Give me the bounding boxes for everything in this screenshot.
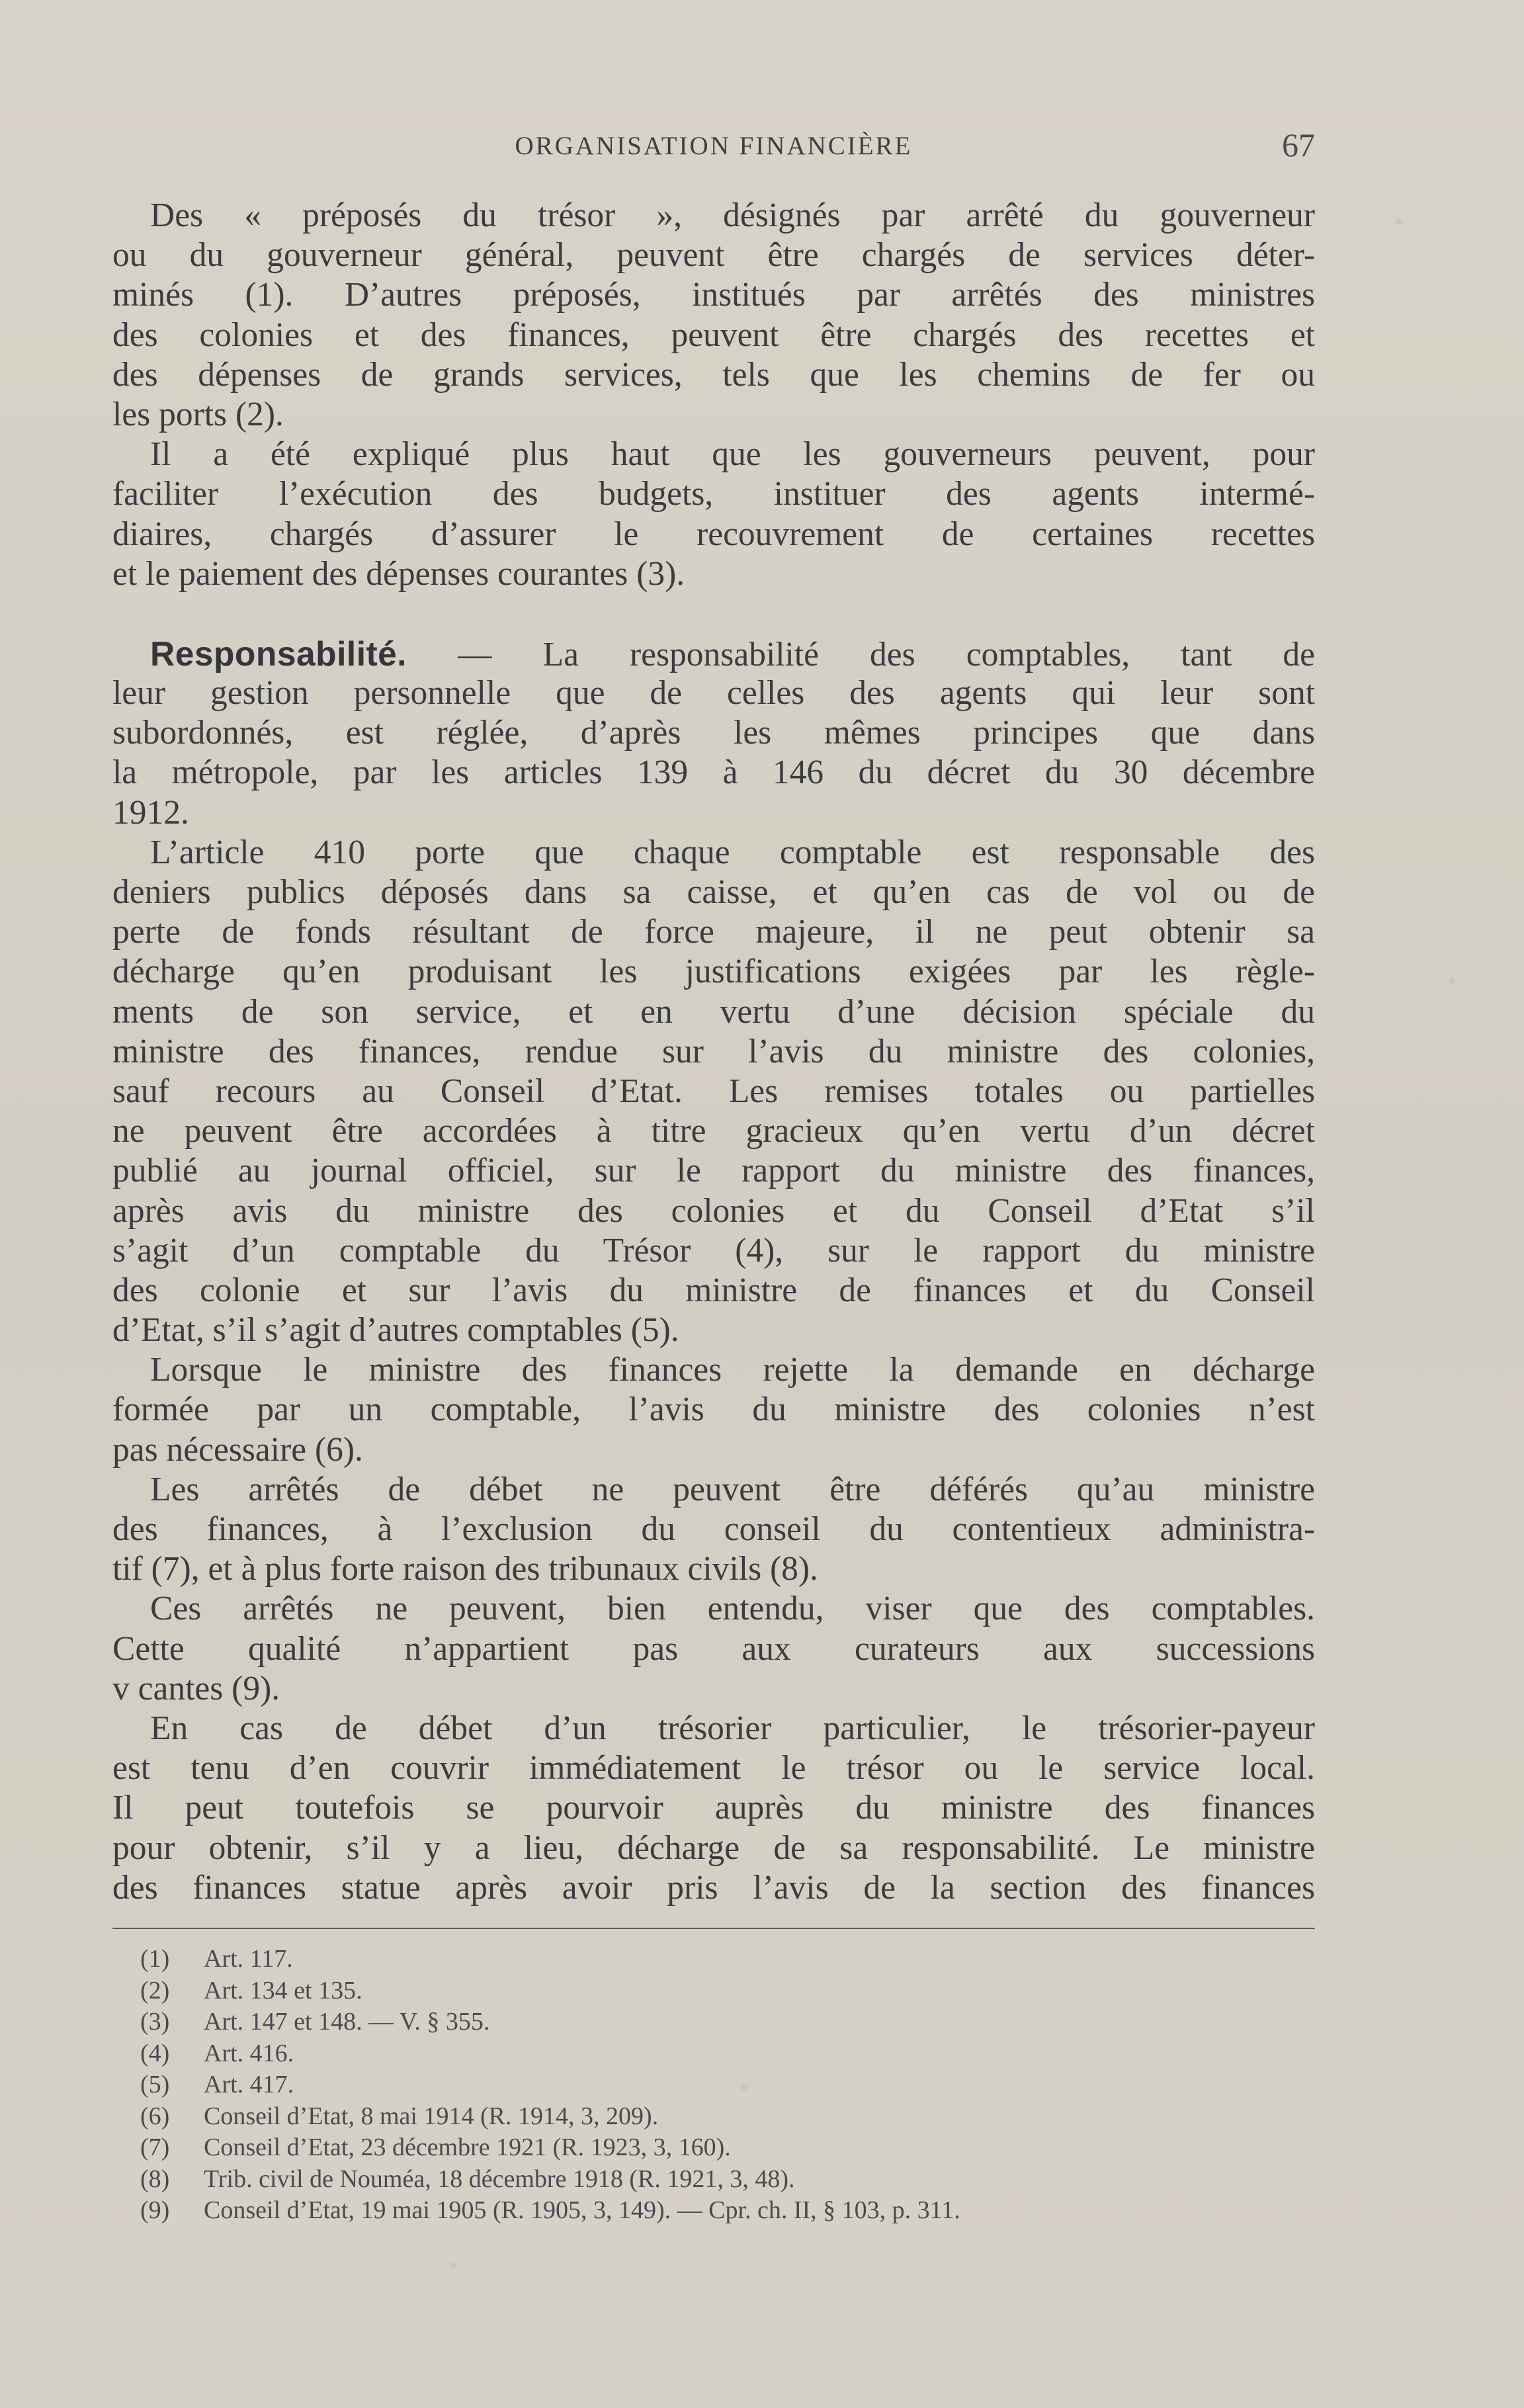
- footnote-text: Art. 147 et 148. — V. § 355.: [204, 2008, 490, 2036]
- footnote-divider: [112, 1928, 1315, 1929]
- paper-speck: [450, 2262, 456, 2269]
- running-header: [112, 126, 1315, 172]
- paper-speck: [1449, 978, 1455, 984]
- text-line: Il peut toutefois se pourvoir auprès du ministre des finances: [112, 1789, 1315, 1827]
- text-line: tif (7), et à plus forte raison des tribunaux civils (8).: [112, 1550, 818, 1588]
- text-line: perte de fonds résultant de force majeure, il ne peut obtenir sa: [112, 913, 1315, 951]
- text-line: des dépenses de grands services, tels que les chemins de fer ou: [112, 355, 1315, 394]
- text-line: ministre des finances, rendue sur l’avis du ministre des colonies,: [112, 1032, 1315, 1070]
- text-line: les ports (2).: [112, 395, 284, 433]
- paper-speck: [1396, 218, 1402, 225]
- text-line: Il a été expliqué plus haut que les gouverneurs peuvent, pour: [150, 435, 1315, 474]
- footnote-number: (9): [140, 2196, 170, 2224]
- footnote-item: [140, 2164, 1318, 2196]
- footnote-item: [140, 2101, 1318, 2133]
- footnote-item: [140, 2006, 1318, 2038]
- text-line: ments de son service, et en vertu d’une décision spéciale du: [112, 992, 1315, 1031]
- text-line: formée par un comptable, l’avis du ministre des colonies n’est: [112, 1391, 1315, 1429]
- text-line: 1912.: [112, 793, 189, 832]
- footnote-number: (6): [140, 2102, 170, 2130]
- text-line: des finances statue après avoir pris l’avis de la section des finances: [112, 1868, 1315, 1907]
- text-line: subordonnés, est réglée, d’après les mêmes principes que dans: [112, 714, 1315, 752]
- footnote-item: [140, 2132, 1318, 2164]
- footnote-text: Art. 416.: [204, 2039, 294, 2067]
- running-title: ORGANISATION FINANCIÈRE: [515, 132, 913, 160]
- footnote-number: (2): [140, 1976, 170, 2004]
- text-line: des colonie et sur l’avis du ministre de finances et du Conseil: [112, 1271, 1315, 1309]
- text-line: Cette qualité n’appartient pas aux curateurs aux successions: [112, 1629, 1315, 1668]
- footnote-number: (8): [140, 2165, 170, 2193]
- text-line: et le paiement des dépenses courantes (3).: [112, 554, 685, 593]
- footnote-item: [140, 1944, 1318, 1975]
- text-line: minés (1). D’autres préposés, institués par arrêtés des ministres: [112, 276, 1315, 314]
- text-line: diaires, chargés d’assurer le recouvrement de certaines recettes: [112, 515, 1315, 553]
- text-line: sauf recours au Conseil d’Etat. Les remises totales ou partielles: [112, 1072, 1315, 1110]
- footnote-item: [140, 2195, 1318, 2227]
- text-line: Ces arrêtés ne peuvent, bien entendu, viser que des comptables.: [150, 1590, 1315, 1628]
- footnote-number: (3): [140, 2008, 170, 2036]
- text-line: est tenu d’en couvrir immédiatement le trésor ou le service local.: [112, 1749, 1315, 1787]
- footnote-text: Art. 117.: [204, 1945, 293, 1973]
- text-line: L’article 410 porte que chaque comptable est responsable des: [150, 833, 1315, 871]
- text-line: deniers publics déposés dans sa caisse, et qu’en cas de vol ou de: [112, 873, 1315, 911]
- footnote-number: (4): [140, 2039, 170, 2067]
- text-line: après avis du ministre des colonies et du Conseil d’Etat s’il: [112, 1191, 1315, 1230]
- text-line: des finances, à l’exclusion du conseil du contentieux administra-: [112, 1510, 1315, 1548]
- section-heading-rest: — La responsabilité des comptables, tant de: [407, 635, 1315, 673]
- text-line: publié au journal officiel, sur le rapport du ministre des finances,: [112, 1152, 1315, 1190]
- text-line: Lorsque le ministre des finances rejette la demande en décharge: [150, 1351, 1315, 1389]
- text-line: faciliter l’exécution des budgets, instituer des agents intermé-: [112, 475, 1315, 513]
- section-gap: [112, 594, 1315, 634]
- footnote-text: Art. 417.: [204, 2071, 294, 2098]
- footnote-text: Trib. civil de Nouméa, 18 décembre 1918 (R. 1921, 3, 48).: [204, 2165, 795, 2193]
- text-line: la métropole, par les articles 139 à 146 du décret du 30 décembre: [112, 753, 1315, 792]
- footnote-text: Conseil d’Etat, 8 mai 1914 (R. 1914, 3, 209).: [204, 2102, 659, 2130]
- text-line: leur gestion personnelle que de celles des agents qui leur sont: [112, 674, 1315, 712]
- footnote-text: Conseil d’Etat, 23 décembre 1921 (R. 1923, 3, 160).: [204, 2133, 731, 2161]
- footnote-number: (5): [140, 2071, 170, 2098]
- footnotes: [140, 1944, 1318, 2227]
- footnote-item: [140, 1975, 1318, 2007]
- text-line: pour obtenir, s’il y a lieu, décharge de sa responsabilité. Le ministre: [112, 1828, 1315, 1867]
- text-line: s’agit d’un comptable du Trésor (4), sur le rapport du ministre: [112, 1231, 1315, 1269]
- page-number: 67: [1282, 126, 1315, 163]
- text-line: En cas de débet d’un trésorier particulier, le trésorier-payeur: [150, 1709, 1315, 1747]
- section-heading: Responsabilité.: [150, 634, 407, 673]
- text-line: des colonies et des finances, peuvent être chargés des recettes et: [112, 316, 1315, 354]
- body-text: [112, 196, 1315, 1908]
- footnote-item: [140, 2069, 1318, 2101]
- text-line: Des « préposés du trésor », désignés par arrêté du gouverneur: [150, 196, 1315, 234]
- text-line: ou du gouverneur général, peuvent être chargés de services déter-: [112, 236, 1315, 275]
- footnote-item: [140, 2038, 1318, 2070]
- footnote-number: (7): [140, 2133, 170, 2161]
- text-line: v cantes (9).: [112, 1669, 280, 1707]
- footnote-text: Conseil d’Etat, 19 mai 1905 (R. 1905, 3, 149). — Cpr. ch. II, § 103, p. 311.: [204, 2196, 960, 2224]
- footnote-number: (1): [140, 1945, 170, 1973]
- text-line: d’Etat, s’il s’agit d’autres comptables (5).: [112, 1311, 679, 1350]
- section-heading-line: [112, 634, 1315, 673]
- text-line: ne peuvent être accordées à titre gracieux qu’en vertu d’un décret: [112, 1112, 1315, 1150]
- text-line: pas nécessaire (6).: [112, 1430, 363, 1469]
- footnote-text: Art. 134 et 135.: [204, 1976, 362, 2004]
- text-line: décharge qu’en produisant les justifications exigées par les règle-: [112, 953, 1315, 991]
- text-line: Les arrêtés de débet ne peuvent être déférés qu’au ministre: [150, 1470, 1315, 1508]
